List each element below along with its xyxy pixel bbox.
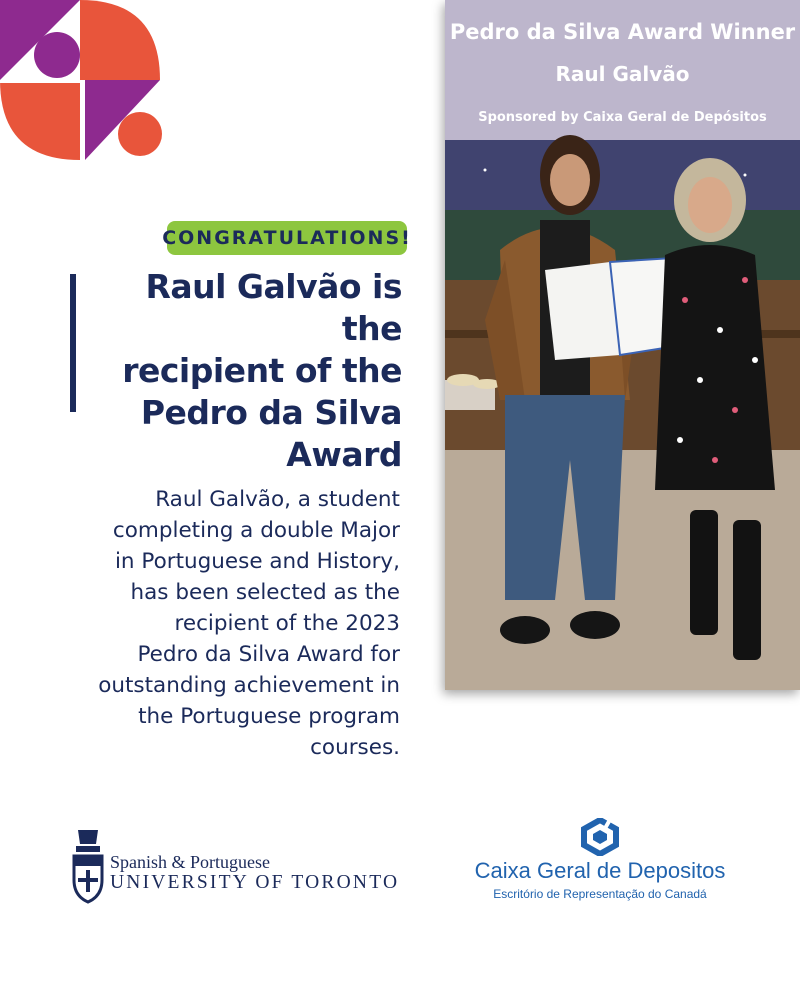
uoft-name: UNIVERSITY OF TORONTO [110, 872, 400, 893]
headline-line: Award [286, 435, 402, 474]
screen-winner-name: Raul Galvão [555, 62, 690, 86]
body-line: courses. [310, 735, 400, 760]
headline [84, 266, 402, 476]
headline-line: recipient of the [122, 351, 402, 390]
body-line: has been selected as the [130, 580, 400, 605]
body-line: in Portuguese and History, [114, 549, 400, 574]
university-crest-icon [72, 830, 104, 906]
headline-line: Pedro da Silva [140, 393, 402, 432]
body-paragraph [80, 484, 400, 763]
body-line: Raul Galvão, a student [155, 487, 400, 512]
headline-line: Raul Galvão is the [145, 267, 402, 348]
body-line: recipient of the 2023 [174, 611, 400, 636]
congratulations-badge: CONGRATULATIONS! [167, 221, 407, 255]
uoft-department: Spanish & Portuguese [110, 852, 270, 872]
cgd-subtitle: Escritório de Representação do Canadá [493, 887, 707, 901]
decorative-corner-icon [0, 0, 180, 180]
cgd-logo [465, 812, 735, 912]
award-photo-scene [445, 0, 800, 690]
cgd-name: Caixa Geral de Depositos [474, 858, 726, 883]
cgd-logo-icon [580, 818, 620, 856]
body-line: the Portuguese program [138, 704, 400, 729]
body-line: outstanding achievement in [98, 673, 400, 698]
screen-award-title: Pedro da Silva Award Winner [449, 20, 796, 44]
uoft-logo [72, 828, 412, 908]
body-line: Pedro da Silva Award for [137, 642, 400, 667]
headline-accent-bar [70, 274, 76, 412]
screen-sponsor: Sponsored by Caixa Geral de Depósitos [478, 110, 767, 125]
award-photo [445, 0, 800, 690]
body-line: completing a double Major [112, 518, 400, 543]
